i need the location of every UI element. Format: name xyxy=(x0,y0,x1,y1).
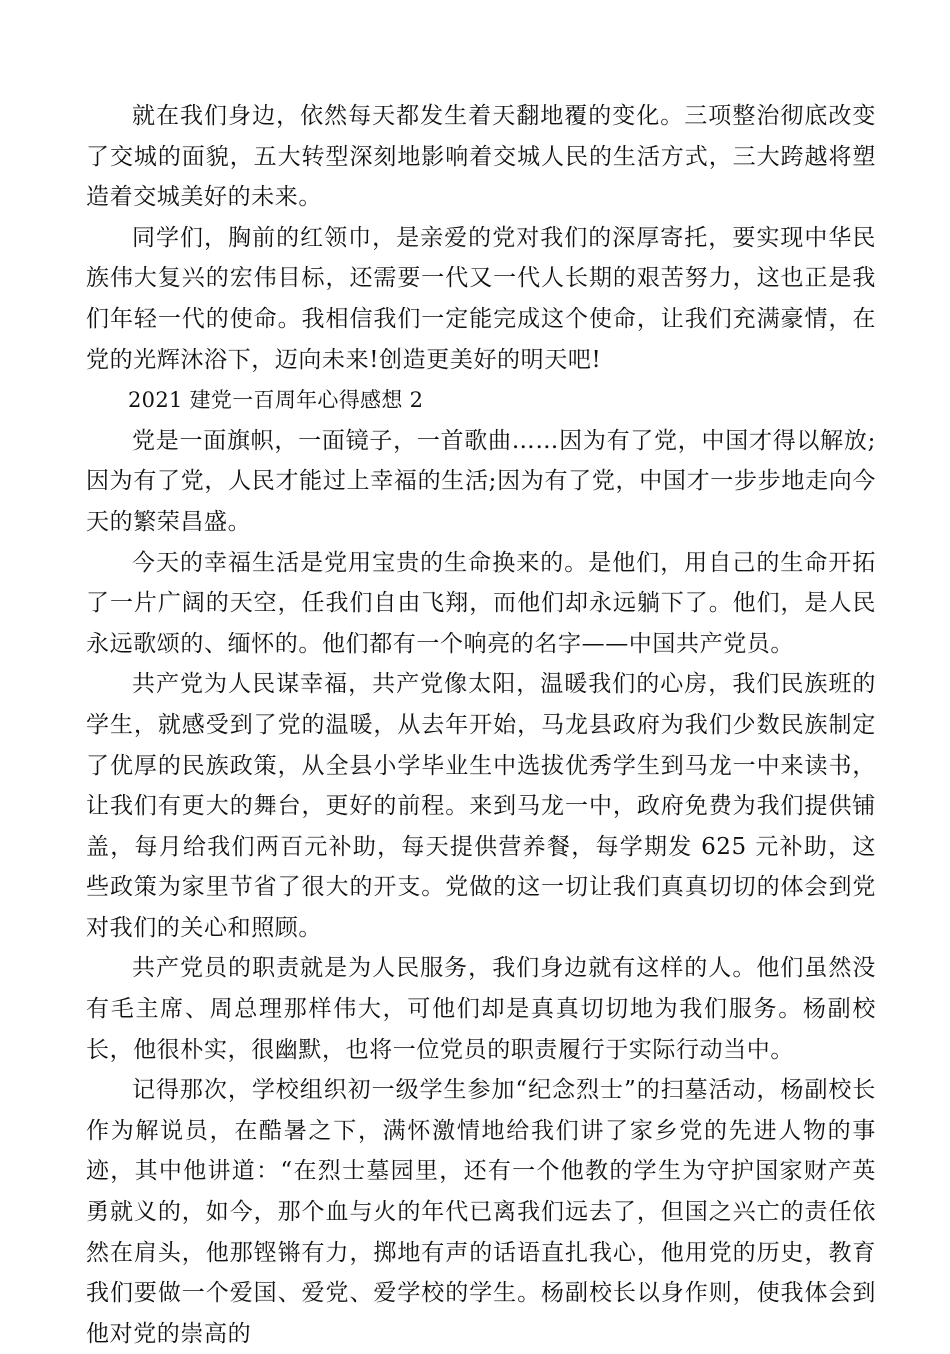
paragraph: 共产党为人民谋幸福，共产党像太阳，温暖我们的心房，我们民族班的学生，就感受到了党的温暖，从去年开始，马龙县政府为我们少数民族制定了优厚的民族政策，从全县小学毕业生中选拔优秀学生到马龙一中来读书，让我们有更大的舞台，更好的前程。来到马龙一中，政府免费为我们提供铺盖，每月给我们两百元补助，每天提供营养餐，每学期发 625 元补助，这些政策为家里节省了很大的开支。党做的这一切让我们真真切切的体会到党对我们的关心和照顾。 xyxy=(86,671,876,941)
paragraph: 记得那次，学校组织初一级学生参加“纪念烈士”的扫墓活动，杨副校长作为解说员，在酷暑之下，满怀激情地给我们讲了家乡党的先进人物的事迹，其中他讲道：“在烈士墓园里，还有一个他教的学生为守护国家财产英勇就义的，如今，那个血与火的年代已离我们远去了，但国之兴亡的责任依然在肩头，他那铿锵有力，掷地有声的话语直扎我心，他用党的历史，教育我们要做一个爱国、爱党、爱学校的学生。杨副校长以身作则，使我体会到他对党的崇高的 xyxy=(86,1077,876,1347)
paragraph: 党是一面旗帜，一面镜子，一首歌曲……因为有了党，中国才得以解放;因为有了党，人民才能过上幸福的生活;因为有了党，中国才一步步地走向今天的繁荣昌盛。 xyxy=(86,427,876,535)
paragraph: 同学们，胸前的红领巾，是亲爱的党对我们的深厚寄托，要实现中华民族伟大复兴的宏伟目标，还需要一代又一代人长期的艰苦努力，这也正是我们年轻一代的使命。我相信我们一定能完成这个使命，让我们充满豪情，在党的光辉沐浴下，迈向未来!创造更美好的明天吧! xyxy=(86,224,876,373)
paragraph: 今天的幸福生活是党用宝贵的生命换来的。是他们，用自己的生命开拓了一片广阔的天空，任我们自由飞翔，而他们却永远躺下了。他们，是人民永远歌颂的、缅怀的。他们都有一个响亮的名字——中国共产党员。 xyxy=(86,549,876,657)
document-body xyxy=(86,96,876,1354)
paragraph: 共产党员的职责就是为人民服务，我们身边就有这样的人。他们虽然没有毛主席、周总理那样伟大，可他们却是真真切切地为我们服务。杨副校长，他很朴实，很幽默，也将一位党员的职责履行于实际行动当中。 xyxy=(86,955,876,1063)
section-title: 2021 建党一百周年心得感想 2 xyxy=(128,388,424,413)
paragraph: 就在我们身边，依然每天都发生着天翻地覆的变化。三项整治彻底改变了交城的面貌，五大转型深刻地影响着交城人民的生活方式，三大跨越将塑造着交城美好的未来。 xyxy=(86,103,876,211)
